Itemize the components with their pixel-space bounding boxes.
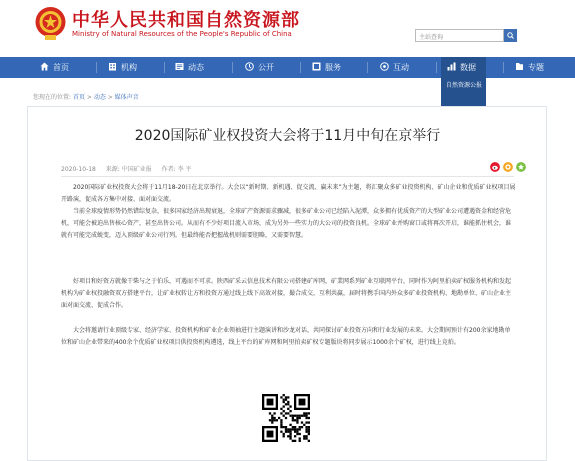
- home-icon: [40, 62, 49, 71]
- article-paragraph: [61, 182, 516, 206]
- search-button[interactable]: [504, 29, 517, 42]
- building-icon: [108, 62, 117, 71]
- nav-label: 机构: [121, 63, 137, 72]
- paragraph-text: 当前全球疫情形势仍然错综复杂，很多国家经济出现衰退，全球矿产资源需求骤减，很多矿业公司已经陷入泥潭，众多拥有优质资产的大型矿业公司遭遇资金和经营危机，可能会被迫出售核心资产，甚至出售公司。从而有不少好项目流入市场，成为另外一些实力的大公司的投资良机。全球矿业并购窗口或将再次开启，谁能抓住机会，谁就有可能完成蜕变，迈入顶级矿业公司行列。但最终能否把握战机则需要胆略，又需要智慧。: [61, 208, 512, 239]
- site-subtitle-en: Ministry of Natural Resources of the People's Republic of China: [72, 30, 292, 38]
- topic-icon: [515, 62, 524, 71]
- article-source: 来源: 中国矿业报: [105, 166, 152, 173]
- paragraph-text: 好项目和好资方就像干柴与之于伯乐，可遇而不可求。陕西矿采云信息技术有限公司搭建矿库网，矿業网系列矿业互联网平台，同时作为阿里拍卖矿权服务机构和发起机构为矿业权投融资双方搭建平台，让矿业权转让方和投资方通过线上线下高效对接，撮合成交，互利共赢，届时将携手国内外众多矿业投资机构、地勘单位、矿山企业主面对面交流、促成合作。: [61, 278, 512, 309]
- chat-icon: [380, 62, 389, 71]
- article-date: 2020-10-18: [61, 166, 96, 173]
- breadcrumb-separator: >: [105, 94, 115, 101]
- nav-label: 专题: [528, 63, 544, 72]
- article-author: 作者: 李 平: [161, 166, 192, 173]
- article-title: 2020国际矿业权投资大会将于11月中旬在京举行: [134, 128, 441, 144]
- nav-label: 互动: [393, 63, 409, 72]
- breadcrumb-prefix: 您现在的位置:: [33, 94, 72, 101]
- article-paragraph: [61, 325, 516, 349]
- article-meta: [61, 164, 200, 173]
- nav-label: 公开: [258, 63, 274, 72]
- breadcrumb-news[interactable]: 动态: [93, 94, 106, 101]
- site-header: [0, 0, 575, 50]
- nav-divider: [164, 62, 165, 73]
- nav-item-public[interactable]: [245, 57, 274, 78]
- nav-divider: [96, 62, 97, 73]
- main-nav: [0, 57, 575, 78]
- paragraph-text: 大会将邀请行业顶级专家、经济学家、投资机构和矿业企业领袖进行主题演讲和沙龙对话，共同探讨矿业投资方向和行业发展的未来。大会期间预计有200余家地勘单位和矿山企业带来的400余个优质矿业权项目供投资机构遴选，线上平台的矿库网和阿里拍卖矿权专题版块将同步展示1000余个矿权，进行线上竞拍。: [61, 327, 511, 346]
- meta-divider: [61, 176, 514, 177]
- nav-item-organization[interactable]: [108, 57, 137, 78]
- news-icon: [175, 62, 184, 71]
- breadcrumb-separator: >: [84, 94, 94, 101]
- nav-item-interact[interactable]: [380, 57, 409, 78]
- nav-label: 首页: [53, 63, 69, 72]
- nav-divider: [503, 62, 504, 73]
- public-icon: [245, 62, 254, 71]
- nav-item-news[interactable]: [175, 57, 204, 78]
- nav-item-data[interactable]: [441, 57, 486, 78]
- data-icon: [447, 62, 456, 71]
- search-icon: [507, 32, 514, 39]
- nav-divider: [232, 62, 233, 73]
- nav-divider: [300, 62, 301, 73]
- wechat-share-icon[interactable]: [503, 162, 513, 172]
- qzone-share-icon[interactable]: [516, 162, 526, 172]
- nav-label: 数据: [460, 63, 476, 72]
- search-input[interactable]: 主站查询: [415, 29, 504, 42]
- nav-divider: [367, 62, 368, 73]
- article-paragraph: [61, 276, 516, 312]
- paragraph-text: 2020国际矿业权投资大会将于11月18-20日在北京举行。大会以“新时期、新机遇、促交流、赢未来”为主题，将汇聚众多矿业投资机构、矿山企业和优质矿业权项目展开路演，促成各方集中对接、面对面交流。: [61, 184, 516, 203]
- dropdown-item-bulletin[interactable]: 自然资源公报: [446, 82, 483, 89]
- nav-item-service[interactable]: [312, 57, 341, 78]
- service-icon: [312, 62, 321, 71]
- breadcrumb: [33, 92, 139, 101]
- site-title[interactable]: 中华人民共和国自然资源部: [72, 10, 300, 31]
- nav-label: 动态: [188, 63, 204, 72]
- nav-item-topic[interactable]: [515, 57, 544, 78]
- weibo-share-icon[interactable]: [490, 162, 500, 172]
- qr-code-image: [262, 394, 310, 442]
- breadcrumb-home[interactable]: 首页: [72, 94, 85, 101]
- breadcrumb-media[interactable]: 媒体声音: [114, 94, 139, 101]
- national-emblem-icon[interactable]: [34, 5, 67, 41]
- nav-item-home[interactable]: [40, 57, 69, 78]
- nav-divider: [436, 62, 437, 73]
- article-paragraph: [61, 206, 516, 242]
- nav-label: 服务: [325, 63, 341, 72]
